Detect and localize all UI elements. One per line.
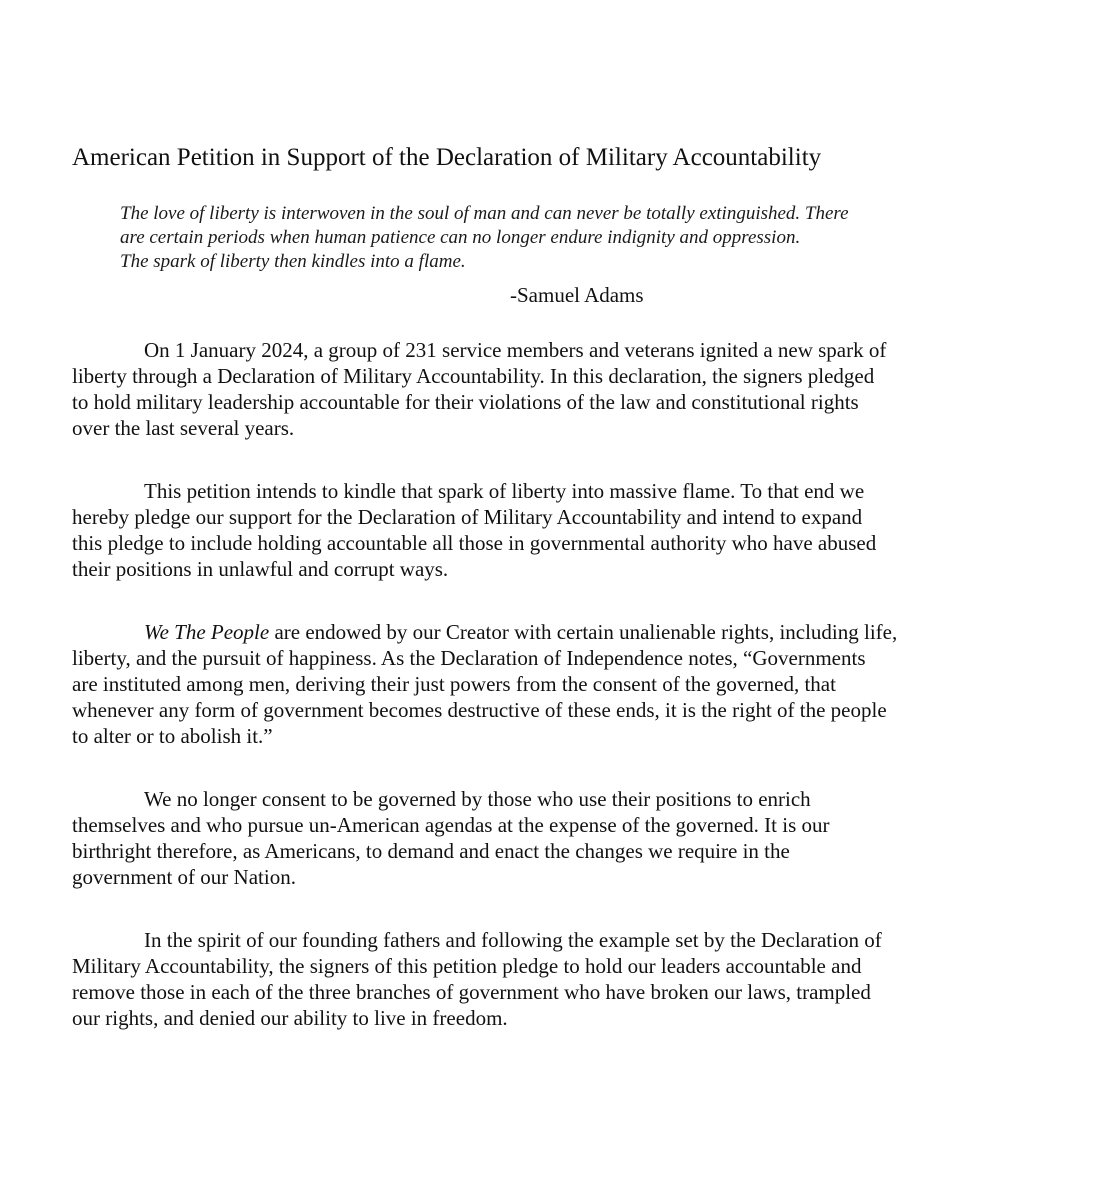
- document-title: American Petition in Support of the Declaration of Military Accountability: [72, 144, 822, 171]
- paragraph-line: This petition intends to kindle that spark of liberty into massive flame. To that end we: [144, 479, 865, 503]
- paragraph-line: whenever any form of government becomes destructive of these ends, it is the right of the people: [72, 698, 887, 722]
- paragraph-line: to alter or to abolish it.”: [72, 724, 273, 748]
- paragraph-declaration: [72, 337, 1032, 441]
- epigraph-attribution: -Samuel Adams: [510, 283, 644, 307]
- paragraph-line: our rights, and denied our ability to live in freedom.: [72, 1006, 508, 1030]
- paragraph-petition-intent: [72, 478, 1032, 582]
- paragraph-consent: [72, 786, 1032, 890]
- paragraph-pledge: [72, 927, 1032, 1031]
- paragraph-line: to hold military leadership accountable for their violations of the law and constitutional rights: [72, 390, 859, 414]
- paragraph-line: this pledge to include holding accountable all those in governmental authority who have abused: [72, 531, 877, 555]
- paragraph-line: hereby pledge our support for the Declaration of Military Accountability and intend to expand: [72, 505, 863, 529]
- we-the-people-emphasis: We The People: [144, 620, 270, 644]
- paragraph-line: their positions in unlawful and corrupt ways.: [72, 557, 449, 581]
- paragraph-we-the-people: [72, 619, 1032, 749]
- epigraph-line: The spark of liberty then kindles into a flame.: [120, 251, 466, 272]
- paragraph-line: liberty through a Declaration of Military Accountability. In this declaration, the signers pledged: [72, 364, 875, 388]
- paragraph-line: government of our Nation.: [72, 865, 296, 889]
- paragraph-line-rest: are endowed by our Creator with certain unalienable rights, including life,: [269, 620, 898, 644]
- paragraph-line: We no longer consent to be governed by those who use their positions to enrich: [144, 787, 811, 811]
- paragraph-line: birthright therefore, as Americans, to demand and enact the changes we require in the: [72, 839, 790, 863]
- paragraph-line: In the spirit of our founding fathers and following the example set by the Declaration of: [144, 928, 882, 952]
- paragraph-line: themselves and who pursue un-American agendas at the expense of the governed. It is our: [72, 813, 830, 837]
- paragraph-line: Military Accountability, the signers of this petition pledge to hold our leaders accountable and: [72, 954, 862, 978]
- paragraph-line: [72, 619, 1032, 645]
- paragraph-line: liberty, and the pursuit of happiness. As the Declaration of Independence notes, “Governments: [72, 646, 866, 670]
- paragraph-line: are instituted among men, deriving their just powers from the consent of the governed, that: [72, 672, 836, 696]
- epigraph-line: The love of liberty is interwoven in the soul of man and can never be totally extinguished. There: [120, 203, 849, 224]
- paragraph-line: over the last several years.: [72, 416, 295, 440]
- paragraph-line: On 1 January 2024, a group of 231 service members and veterans ignited a new spark of: [144, 338, 887, 362]
- epigraph-line: are certain periods when human patience can no longer endure indignity and oppression.: [120, 227, 801, 248]
- epigraph-quote: [120, 202, 1020, 274]
- paragraph-line: remove those in each of the three branches of government who have broken our laws, trampled: [72, 980, 871, 1004]
